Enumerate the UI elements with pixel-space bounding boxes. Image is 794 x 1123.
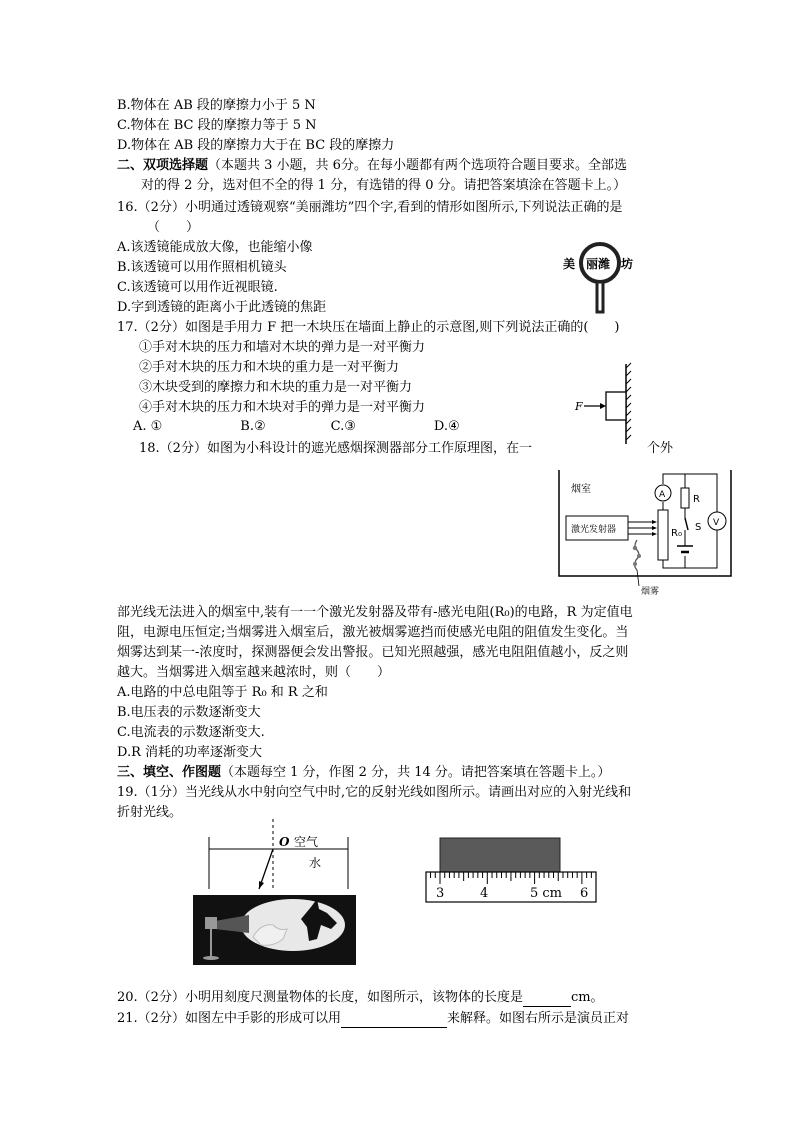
q18-line5: 越大。当烟雾进入烟室越来越浓时，则（ ） — [117, 665, 391, 680]
q17-wall-figure — [572, 362, 632, 446]
q17-options: A. ① B.② C.③ D.④ — [133, 419, 460, 434]
q20-ruler-figure — [424, 835, 604, 905]
lens-text-middle: 丽潍 — [586, 257, 611, 271]
lens-text-right: 坊 — [621, 257, 634, 271]
force-label: F — [575, 400, 583, 413]
q20-text: 20.（2分）小明用刻度尺测量物体的长度，如图所示，该物体的长度是 — [117, 990, 523, 1005]
q21-stem — [117, 1010, 629, 1028]
q20-answer-blank[interactable] — [523, 991, 571, 1007]
q19-stem: 19.（1分）当光线从水中射向空气中时,它的反射光线如图所示。请画出对应的入射光线和 — [117, 785, 632, 800]
q18-line2: 部光线无法进入的烟室中,装有一一个激光发射器及带有-感光电阻(R₀)的电路，R 为定值电 — [117, 605, 633, 620]
laser-beams — [628, 522, 655, 534]
q19-stem-line2: 折射光线。 — [117, 805, 183, 820]
ruler-label-6: 6 — [580, 886, 589, 901]
photoresistor-label: R₀ — [671, 528, 682, 539]
q17-statement-2: ②手对木块的压力和木块的重力是一对平衡力 — [139, 360, 400, 375]
q21-answer-blank[interactable] — [341, 1012, 447, 1028]
lamp — [205, 917, 217, 929]
q21-text: 21.（2分）如图左中手影的形成可以用 — [117, 1011, 341, 1026]
air-label: 空气 — [294, 835, 319, 849]
section2-heading — [117, 157, 627, 175]
q15-option-b: B.物体在 AB 段的摩擦力小于 5 N — [117, 98, 316, 113]
ruler-label-3: 3 — [436, 886, 445, 901]
q18-option-c: C.电流表的示数逐渐变大. — [117, 725, 265, 740]
fixed-resistor-r — [681, 488, 689, 508]
q19-refraction-figure — [193, 817, 358, 967]
q16-option-b: B.该透镜可以用作照相机镜头 — [117, 260, 287, 275]
switch-label: S — [695, 522, 702, 533]
reflected-ray-arrowhead — [259, 881, 264, 889]
q18-line3: 阻，电源电压恒定;当烟雾进入烟室后，激光被烟雾遮挡而使感光电阻的阻值发生变化。当 — [117, 625, 629, 640]
wooden-block — [606, 392, 626, 420]
smoke-chamber-label: 烟室 — [571, 484, 591, 495]
q17-stem: 17.（2分）如图是手用力 F 把一木块压在墙面上静止的示意图,则下列说法正确的( ) — [117, 320, 620, 335]
point-o-label: O — [279, 835, 290, 849]
q18-option-a: A.电路的中总电阻等于 R₀ 和 R 之和 — [117, 685, 328, 700]
section3-heading — [117, 764, 610, 782]
section3-title: 三、填空、作图题 — [117, 765, 222, 780]
q15-option-d: D.物体在 AB 段的摩擦力大于在 BC 段的摩擦力 — [117, 138, 395, 153]
lens-handle — [597, 282, 603, 312]
q16-lens-figure — [555, 238, 640, 318]
switch-s — [685, 518, 688, 530]
q16-option-d: D.字到透镜的距离小于此透镜的焦距 — [117, 300, 327, 315]
q16-answer-paren: （ ） — [147, 220, 200, 235]
q18-circuit-figure — [557, 470, 737, 600]
lens-text-left: 美 — [563, 257, 576, 271]
q18-stem: 18.（2分）如图为小科设计的遮光感烟探测器部分工作原理图，在一 — [139, 441, 532, 456]
q18-option-b: B.电压表的示数逐渐变大 — [117, 705, 261, 720]
voltmeter-label: V — [713, 518, 720, 528]
section2-title: 二、双项选择题 — [117, 158, 209, 173]
lamp-base — [203, 956, 219, 960]
q16-stem: 16.（2分）小明通过透镜观察“美丽潍坊”四个字,看到的情形如图所示,下列说法正确的是 — [117, 200, 623, 215]
q15-option-c: C.物体在 BC 段的摩擦力等于 5 N — [117, 118, 317, 133]
force-arrowhead — [600, 403, 606, 409]
q17-statement-4: ④手对木块的压力和木块对手的弹力是一对平衡力 — [139, 400, 426, 415]
section2-instructions-line2: 对的得 2 分，选对但不全的得 1 分，有选错的得 0 分。请把答案填涂在答题卡上。） — [141, 178, 627, 193]
q18-option-d: D.R 消耗的功率逐渐变大 — [117, 745, 263, 760]
q16-option-c: C.该透镜可以用作近视眼镜. — [117, 280, 278, 295]
measured-object — [440, 838, 560, 872]
q20-unit: cm。 — [570, 990, 604, 1005]
q16-option-a: A.该透镜能成放大像，也能缩小像 — [117, 240, 313, 255]
smoke-label: 烟雾 — [641, 587, 660, 597]
water-label: 水 — [309, 856, 322, 870]
q21-text-tail: 来解释。如图右所示是演员正对 — [446, 1011, 629, 1026]
photoresistor-r0 — [658, 510, 668, 560]
q20-stem — [117, 989, 604, 1007]
ruler-label-5cm: 5 cm — [530, 886, 563, 901]
q17-statement-1: ①手对木块的压力和墙对木块的弹力是一对平衡力 — [139, 340, 426, 355]
ruler-label-4: 4 — [480, 886, 489, 901]
q18-stem-tail: 个外 — [647, 441, 674, 456]
section2-instructions: （本题共 3 小题，共 6分。在每小题都有两个选项符合题目要求。全部选 — [208, 158, 627, 173]
q17-statement-3: ③木块受到的摩擦力和木块的重力是一对平衡力 — [139, 380, 413, 395]
ammeter-label: A — [659, 490, 666, 500]
q18-line4: 烟雾达到某一-浓度时，探测器便会发出警报。已知光照越强，感光电阻阻值越小，反之则 — [117, 645, 629, 660]
section3-instructions: （本题每空 1 分，作图 2 分，共 14 分。请把答案填在答题卡上。） — [221, 765, 611, 780]
fixed-resistor-label: R — [693, 494, 700, 505]
laser-emitter-label: 激光发射器 — [571, 525, 617, 535]
